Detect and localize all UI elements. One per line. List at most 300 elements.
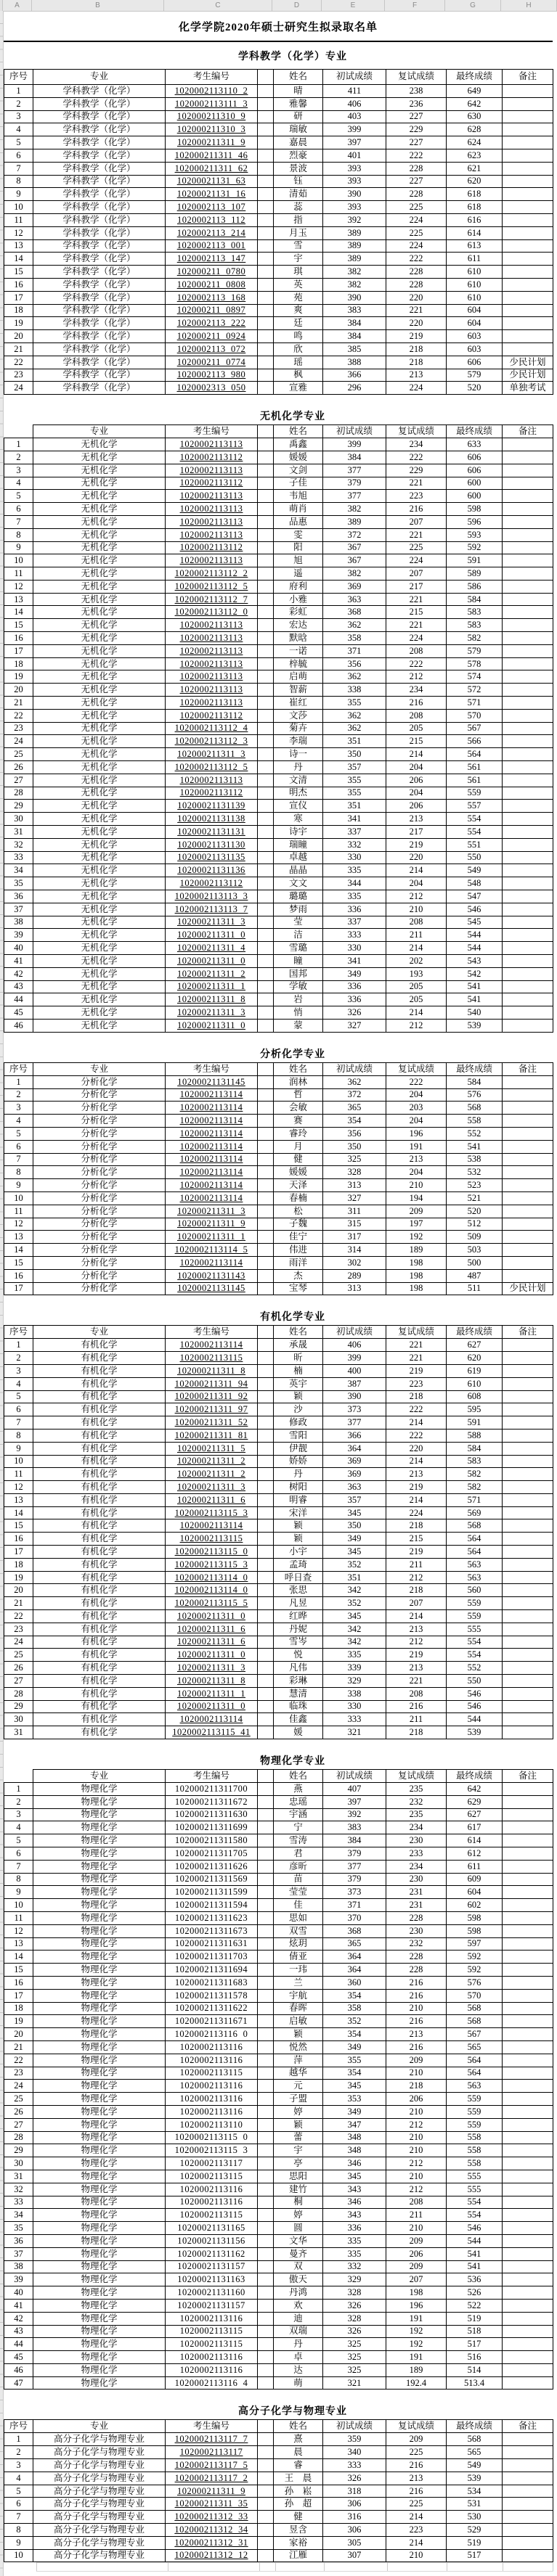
cell-spacer[interactable] [258,2247,274,2260]
cell-score-final[interactable]: 568 [447,2015,503,2028]
cell-score-retest[interactable]: 211 [386,929,447,942]
section-title[interactable]: 有机化学专业 [260,1312,325,1324]
cell-major[interactable]: 物理化学 [33,1964,166,1977]
cell-id[interactable]: 102000211311 0 [166,955,258,968]
cell-major[interactable]: 高分子化学与物理专业 [33,2433,166,2446]
header-serial[interactable]: 序号 [4,1062,33,1075]
cell-spacer[interactable] [258,619,274,632]
cell-name[interactable]: 悄 [274,1006,323,1020]
cell-id[interactable]: 102000211311 8 [166,1364,258,1377]
cell-serial[interactable]: 29 [4,1700,33,1713]
cell-spacer[interactable] [258,451,274,464]
header-score-retest[interactable]: 复试成绩 [386,1326,447,1339]
cell-score-retest[interactable]: 208 [386,2196,447,2209]
cell-spacer[interactable] [258,515,274,528]
cell-id[interactable]: 102000211311 3 [166,1662,258,1675]
cell-score-retest[interactable]: 218 [386,2080,447,2093]
cell-name[interactable]: 思阳 [274,2170,323,2183]
cell-score-final[interactable]: 541 [447,1140,503,1153]
cell-name[interactable]: 健 [274,2511,323,2524]
cell-serial[interactable]: 2 [4,1352,33,1365]
cell-score-retest[interactable]: 198 [386,2286,447,2300]
cell-remark[interactable] [503,1610,553,1623]
cell-score-final[interactable]: 602 [447,1899,503,1912]
cell-name[interactable]: 颖 [274,1390,323,1403]
cell-name[interactable]: 炫玥 [274,1937,323,1951]
cell-spacer[interactable] [258,1442,274,1455]
column-header-B[interactable]: B [32,0,164,11]
cell-score-retest[interactable]: 220 [386,317,447,330]
cell-major[interactable]: 无机化学 [33,490,166,503]
cell-name[interactable]: 凡昱 [274,1597,323,1610]
header-empty[interactable] [258,2420,274,2433]
cell-score-initial[interactable]: 337 [323,916,386,929]
cell-id[interactable]: 102000211311 6 [166,1493,258,1506]
cell-remark[interactable] [503,2549,553,2562]
cell-score-retest[interactable]: 210 [386,2144,447,2157]
cell-name[interactable]: 赛 [274,1115,323,1128]
cell-spacer[interactable] [258,1558,274,1571]
cell-score-retest[interactable]: 214 [386,1610,447,1623]
cell-id[interactable]: 1020002113113 [166,515,258,528]
cell-major[interactable]: 有机化学 [33,1377,166,1390]
cell-score-final[interactable]: 620 [447,1352,503,1365]
cell-major[interactable]: 物理化学 [33,2260,166,2273]
header-major[interactable]: 专业 [33,1062,166,1075]
cell-score-retest[interactable]: 210 [386,2131,447,2144]
cell-score-final[interactable]: 554 [447,813,503,826]
cell-score-final[interactable]: 611 [447,253,503,266]
cell-score-initial[interactable]: 348 [323,2131,386,2144]
cell-major[interactable]: 学科教学（化学） [33,149,166,162]
cell-score-final[interactable]: 610 [447,266,503,279]
cell-major[interactable]: 无机化学 [33,864,166,877]
cell-score-initial[interactable]: 399 [323,438,386,451]
cell-spacer[interactable] [258,838,274,851]
cell-score-final[interactable]: 557 [447,800,503,813]
cell-name[interactable]: 瑞瞳 [274,838,323,851]
cell-score-initial[interactable]: 335 [323,2234,386,2247]
cell-serial[interactable]: 42 [4,967,33,980]
cell-spacer[interactable] [258,1795,274,1808]
cell-id[interactable]: 10200021131 16 [166,188,258,201]
cell-score-final[interactable]: 596 [447,515,503,528]
cell-serial[interactable]: 6 [4,2498,33,2511]
cell-id[interactable]: 102000211311705 [166,1847,258,1861]
cell-remark[interactable] [503,2002,553,2015]
cell-score-retest[interactable]: 213 [386,1623,447,1636]
cell-spacer[interactable] [258,123,274,136]
cell-id[interactable]: 10200021131136 [166,864,258,877]
cell-name[interactable]: 宏达 [274,619,323,632]
cell-score-initial[interactable]: 326 [323,2472,386,2485]
cell-remark[interactable] [503,162,553,175]
cell-serial[interactable]: 38 [4,2260,33,2273]
cell-spacer[interactable] [258,1662,274,1675]
cell-id[interactable]: 1020002113113 [166,490,258,503]
cell-major[interactable]: 学科教学（化学） [33,85,166,98]
cell-score-retest[interactable]: 221 [386,619,447,632]
cell-remark[interactable] [503,342,553,356]
cell-major[interactable]: 物理化学 [33,2093,166,2106]
cell-major[interactable]: 有机化学 [33,1390,166,1403]
cell-major[interactable]: 无机化学 [33,851,166,864]
cell-score-final[interactable]: 519 [447,2536,503,2549]
cell-spacer[interactable] [258,110,274,123]
cell-id[interactable]: 102000211311 8 [166,1675,258,1688]
cell-id[interactable]: 102000211311 3 [166,1006,258,1020]
cell-serial[interactable]: 2 [4,2446,33,2459]
cell-score-final[interactable]: 555 [447,2183,503,2196]
cell-id[interactable]: 10200021131165 [166,2222,258,2235]
cell-serial[interactable]: 30 [4,2157,33,2170]
cell-spacer[interactable] [258,253,274,266]
cell-remark[interactable] [503,1860,553,1873]
cell-major[interactable]: 无机化学 [33,1006,166,1020]
cell-score-initial[interactable]: 387 [323,1377,386,1390]
cell-major[interactable]: 学科教学（化学） [33,226,166,239]
cell-score-final[interactable]: 559 [447,2105,503,2118]
cell-score-final[interactable]: 518 [447,2325,503,2338]
cell-name[interactable]: 明睿 [274,1493,323,1506]
cell-remark[interactable]: 少民计划 [503,356,553,369]
cell-remark[interactable] [503,2015,553,2028]
cell-spacer[interactable] [258,748,274,761]
cell-name[interactable]: 媛 [274,1726,323,1739]
cell-remark[interactable] [503,213,553,226]
cell-id[interactable]: 102000211311 6 [166,1636,258,1649]
column-header-H[interactable]: H [501,0,557,11]
cell-spacer[interactable] [258,1924,274,1937]
cell-name[interactable]: 莹莹 [274,1886,323,1899]
cell-id[interactable]: 102000211311683 [166,1976,258,1989]
cell-score-final[interactable]: 588 [447,1429,503,1442]
cell-name[interactable]: 阳 [274,541,323,554]
cell-name[interactable]: 红晔 [274,1610,323,1623]
cell-score-final[interactable]: 604 [447,317,503,330]
header-name[interactable]: 姓名 [274,2420,323,2433]
cell-major[interactable]: 有机化学 [33,1610,166,1623]
cell-id[interactable]: 1020002113112 5 [166,580,258,593]
cell-id[interactable]: 102000211311673 [166,1924,258,1937]
cell-serial[interactable]: 21 [4,697,33,710]
cell-id[interactable]: 1020002113116 [166,2080,258,2093]
cell-score-initial[interactable]: 390 [323,188,386,201]
empty-gridline-row[interactable] [36,2562,553,2572]
cell-name[interactable]: 李瑞 [274,735,323,748]
cell-serial[interactable]: 42 [4,2312,33,2325]
cell-serial[interactable]: 2 [4,1088,33,1102]
cell-serial[interactable]: 3 [4,2459,33,2472]
cell-score-retest[interactable]: 227 [386,136,447,149]
cell-score-initial[interactable]: 358 [323,2002,386,2015]
cell-id[interactable]: 1020002113114 [166,1127,258,1140]
cell-score-final[interactable]: 513.4 [447,2376,503,2390]
cell-spacer[interactable] [258,503,274,516]
cell-remark[interactable] [503,317,553,330]
cell-name[interactable]: 英 [274,278,323,291]
cell-id[interactable]: 1020002113113 [166,774,258,787]
cell-spacer[interactable] [258,1700,274,1713]
header-score-final[interactable]: 最终成绩 [447,70,503,85]
cell-serial[interactable]: 7 [4,2511,33,2524]
cell-score-retest[interactable]: 208 [386,916,447,929]
section-title[interactable]: 物理化学专业 [260,1756,325,1768]
cell-score-final[interactable]: 543 [447,955,503,968]
cell-serial[interactable]: 23 [4,722,33,735]
cell-remark[interactable] [503,657,553,670]
cell-score-final[interactable]: 567 [447,722,503,735]
cell-serial[interactable]: 10 [4,1455,33,1468]
cell-score-retest[interactable]: 218 [386,1726,447,1739]
cell-score-retest[interactable]: 210 [386,2170,447,2183]
cell-score-final[interactable]: 620 [447,175,503,188]
cell-id[interactable]: 102000211311 0 [166,1649,258,1662]
cell-spacer[interactable] [258,2433,274,2446]
cell-remark[interactable] [503,2144,553,2157]
cell-id[interactable]: 1020002113113 [166,632,258,645]
cell-score-final[interactable]: 567 [447,2028,503,2041]
cell-score-initial[interactable]: 389 [323,515,386,528]
cell-major[interactable]: 物理化学 [33,2118,166,2131]
cell-major[interactable]: 有机化学 [33,1442,166,1455]
cell-name[interactable]: 旭 [274,554,323,567]
cell-remark[interactable] [503,619,553,632]
cell-spacer[interactable] [258,330,274,343]
cell-spacer[interactable] [258,239,274,253]
cell-name[interactable]: 月 [274,1140,323,1153]
cell-score-initial[interactable]: 342 [323,1636,386,1649]
cell-spacer[interactable] [258,2040,274,2054]
cell-score-initial[interactable]: 350 [323,1519,386,1533]
cell-id[interactable]: 102000211311569 [166,1873,258,1886]
cell-major[interactable]: 有机化学 [33,1481,166,1494]
cell-score-final[interactable]: 554 [447,1649,503,1662]
cell-score-final[interactable]: 517 [447,2549,503,2562]
cell-score-initial[interactable]: 393 [323,201,386,214]
cell-major[interactable]: 无机化学 [33,697,166,710]
cell-score-final[interactable]: 570 [447,709,503,722]
cell-serial[interactable]: 22 [4,1610,33,1623]
cell-score-initial[interactable]: 350 [323,748,386,761]
cell-name[interactable]: 鸣 [274,330,323,343]
header-remark[interactable]: 备注 [503,1770,553,1783]
cell-remark[interactable] [503,1834,553,1847]
cell-score-final[interactable]: 544 [447,929,503,942]
cell-score-initial[interactable]: 373 [323,1403,386,1416]
cell-score-retest[interactable]: 224 [386,382,447,395]
cell-id[interactable]: 10200021131143 [166,1269,258,1282]
cell-spacer[interactable] [258,761,274,774]
cell-score-initial[interactable]: 390 [323,291,386,304]
cell-score-final[interactable]: 516 [447,2351,503,2364]
cell-serial[interactable]: 6 [4,149,33,162]
cell-score-initial[interactable]: 345 [323,1506,386,1519]
cell-score-initial[interactable]: 382 [323,567,386,581]
cell-score-initial[interactable]: 373 [323,1886,386,1899]
cell-name[interactable]: 丹 [274,1468,323,1481]
cell-name[interactable]: 佳鑫 [274,1713,323,1726]
cell-remark[interactable] [503,1519,553,1533]
cell-spacer[interactable] [258,670,274,684]
cell-major[interactable]: 学科教学（化学） [33,175,166,188]
cell-serial[interactable]: 16 [4,1269,33,1282]
cell-name[interactable]: 琪 [274,266,323,279]
cell-score-initial[interactable]: 289 [323,1269,386,1282]
cell-major[interactable]: 物理化学 [33,2080,166,2093]
cell-name[interactable]: 英宇 [274,1377,323,1390]
cell-spacer[interactable] [258,722,274,735]
cell-remark[interactable] [503,916,553,929]
cell-major[interactable]: 无机化学 [33,567,166,581]
header-id[interactable]: 考生编号 [166,1770,258,1783]
cell-score-retest[interactable]: 191 [386,1140,447,1153]
cell-remark[interactable] [503,1256,553,1269]
cell-name[interactable]: 钰 [274,175,323,188]
cell-spacer[interactable] [258,2498,274,2511]
cell-remark[interactable] [503,787,553,800]
section-title[interactable]: 无机化学专业 [260,411,325,423]
cell-spacer[interactable] [258,382,274,395]
cell-spacer[interactable] [258,2105,274,2118]
cell-score-retest[interactable]: 216 [386,1700,447,1713]
cell-remark[interactable] [503,2260,553,2273]
cell-name[interactable]: 萌 [274,2376,323,2390]
cell-name[interactable]: 欢 [274,2299,323,2312]
cell-score-initial[interactable]: 363 [323,1481,386,1494]
cell-spacer[interactable] [258,1506,274,1519]
cell-score-initial[interactable]: 388 [323,356,386,369]
cell-serial[interactable]: 3 [4,1364,33,1377]
cell-score-retest[interactable]: 193 [386,967,447,980]
cell-id[interactable]: 102000211311622 [166,2002,258,2015]
cell-remark[interactable] [503,1364,553,1377]
cell-score-retest[interactable]: 214 [386,2511,447,2524]
cell-score-retest[interactable]: 219 [386,1481,447,1494]
cell-name[interactable]: 文文 [274,877,323,890]
cell-name[interactable]: 倩亚 [274,1951,323,1964]
cell-score-final[interactable]: 604 [447,1886,503,1899]
cell-spacer[interactable] [258,1244,274,1257]
cell-score-initial[interactable]: 406 [323,1339,386,1352]
cell-score-initial[interactable]: 325 [323,2338,386,2351]
cell-spacer[interactable] [258,464,274,477]
cell-score-initial[interactable]: 349 [323,2105,386,2118]
cell-score-retest[interactable]: 230 [386,1924,447,1937]
cell-remark[interactable] [503,800,553,813]
cell-score-retest[interactable]: 210 [386,2105,447,2118]
cell-name[interactable]: 颖 [274,2028,323,2041]
cell-score-initial[interactable]: 372 [323,528,386,541]
cell-name[interactable]: 嘉晨 [274,136,323,149]
cell-name[interactable]: 蒙 [274,1019,323,1032]
cell-name[interactable]: 双雪 [274,1924,323,1937]
cell-score-retest[interactable]: 228 [386,278,447,291]
cell-spacer[interactable] [258,2196,274,2209]
cell-remark[interactable] [503,175,553,188]
cell-serial[interactable]: 27 [4,774,33,787]
cell-spacer[interactable] [258,955,274,968]
cell-score-retest[interactable]: 234 [386,438,447,451]
cell-major[interactable]: 有机化学 [33,1687,166,1700]
cell-remark[interactable] [503,1377,553,1390]
cell-major[interactable]: 无机化学 [33,826,166,839]
cell-remark[interactable] [503,864,553,877]
cell-name[interactable]: 桐 [274,2196,323,2209]
cell-serial[interactable]: 9 [4,541,33,554]
cell-score-final[interactable]: 598 [447,503,503,516]
cell-spacer[interactable] [258,697,274,710]
header-score-retest[interactable]: 复试成绩 [386,1062,447,1075]
cell-score-retest[interactable]: 214 [386,748,447,761]
cell-major[interactable]: 分析化学 [33,1205,166,1218]
cell-serial[interactable]: 8 [4,528,33,541]
cell-score-final[interactable]: 546 [447,2222,503,2235]
cell-name[interactable]: 忠瑶 [274,1795,323,1808]
cell-serial[interactable]: 19 [4,2015,33,2028]
cell-remark[interactable] [503,1713,553,1726]
cell-major[interactable]: 分析化学 [33,1088,166,1102]
cell-score-initial[interactable]: 351 [323,800,386,813]
cell-spacer[interactable] [258,1834,274,1847]
cell-major[interactable]: 物理化学 [33,1937,166,1951]
cell-id[interactable]: 1020002113112 [166,541,258,554]
cell-major[interactable]: 物理化学 [33,1834,166,1847]
cell-major[interactable]: 有机化学 [33,1558,166,1571]
cell-name[interactable]: 清茹 [274,188,323,201]
cell-name[interactable]: 月玉 [274,226,323,239]
cell-score-retest[interactable]: 212 [386,1019,447,1032]
cell-name[interactable]: 颖 [274,1533,323,1546]
cell-serial[interactable]: 8 [4,1166,33,1179]
cell-remark[interactable] [503,838,553,851]
cell-spacer[interactable] [258,1989,274,2002]
cell-score-final[interactable]: 559 [447,787,503,800]
cell-major[interactable]: 学科教学（化学） [33,253,166,266]
header-major[interactable]: 专业 [33,1770,166,1783]
cell-remark[interactable] [503,1088,553,1102]
cell-score-final[interactable]: 649 [447,85,503,98]
cell-score-retest[interactable]: 198 [386,1256,447,1269]
cell-score-final[interactable]: 584 [447,593,503,606]
cell-major[interactable]: 分析化学 [33,1075,166,1088]
cell-score-final[interactable]: 530 [447,2511,503,2524]
cell-score-retest[interactable]: 219 [386,1546,447,1559]
cell-score-retest[interactable]: 216 [386,1989,447,2002]
cell-name[interactable]: 孙 超 [274,2498,323,2511]
cell-major[interactable]: 无机化学 [33,528,166,541]
cell-serial[interactable]: 8 [4,1429,33,1442]
cell-score-initial[interactable]: 389 [323,253,386,266]
cell-score-initial[interactable]: 344 [323,877,386,890]
cell-score-initial[interactable]: 400 [323,1364,386,1377]
cell-score-retest[interactable]: 203 [386,1102,447,1115]
cell-score-retest[interactable]: 209 [386,2054,447,2067]
cell-id[interactable]: 1020002113117 5 [166,2459,258,2472]
cell-score-initial[interactable]: 335 [323,1649,386,1662]
cell-major[interactable]: 分析化学 [33,1179,166,1192]
cell-score-retest[interactable]: 213 [386,813,447,826]
cell-major[interactable]: 无机化学 [33,890,166,903]
cell-score-retest[interactable]: 216 [386,2040,447,2054]
cell-remark[interactable] [503,477,553,490]
cell-score-final[interactable]: 534 [447,2485,503,2498]
cell-major[interactable]: 分析化学 [33,1140,166,1153]
cell-major[interactable]: 物理化学 [33,1924,166,1937]
cell-id[interactable]: 1020002113115 [166,1533,258,1546]
cell-remark[interactable] [503,2351,553,2364]
cell-score-initial[interactable]: 360 [323,1976,386,1989]
